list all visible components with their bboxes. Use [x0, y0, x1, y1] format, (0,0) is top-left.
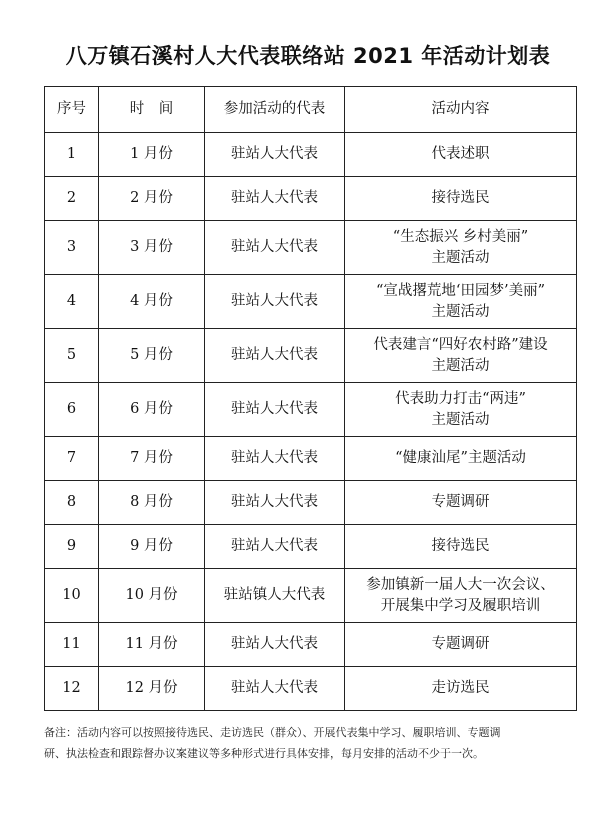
- activity-content-line: “健康汕尾”主题活动: [395, 450, 526, 466]
- cell-number: 1: [45, 133, 99, 177]
- cell-activity-content: [345, 133, 577, 177]
- cell-time: 4 月份: [99, 275, 205, 329]
- cell-time: 6 月份: [99, 383, 205, 437]
- activity-content-line: 开展集中学习及履职培训: [380, 597, 541, 614]
- cell-number: 10: [45, 569, 99, 623]
- table-row: [45, 481, 577, 525]
- activity-content-line: 专题调研: [431, 494, 490, 510]
- cell-number: 8: [45, 481, 99, 525]
- cell-representatives: 驻站人大代表: [205, 221, 345, 275]
- cell-activity-content: [345, 221, 577, 275]
- activity-content-line: 走访选民: [431, 680, 490, 696]
- table-body: [45, 133, 577, 711]
- cell-representatives: 驻站人大代表: [205, 437, 345, 481]
- activity-content-line: 主题活动: [431, 411, 490, 428]
- table-header-row: [45, 87, 577, 133]
- cell-representatives: 驻站人大代表: [205, 623, 345, 667]
- activity-content-line: 主题活动: [431, 249, 490, 266]
- activity-content-line: 主题活动: [431, 357, 490, 374]
- cell-activity-content: [345, 525, 577, 569]
- cell-time: 12 月份: [99, 667, 205, 711]
- cell-number: 3: [45, 221, 99, 275]
- cell-number: 4: [45, 275, 99, 329]
- activity-content-line: 专题调研: [431, 636, 490, 652]
- footnote-line-1: 备注：活动内容可以按照接待选民、走访选民（群众）、开展代表集中学习、履职培训、专题调: [44, 726, 501, 739]
- cell-time: 9 月份: [99, 525, 205, 569]
- table-row: [45, 437, 577, 481]
- cell-representatives: 驻站镇人大代表: [205, 569, 345, 623]
- cell-number: 2: [45, 177, 99, 221]
- cell-activity-content: [345, 275, 577, 329]
- activity-plan-table: [44, 86, 577, 711]
- cell-activity-content: [345, 177, 577, 221]
- cell-time: 1 月份: [99, 133, 205, 177]
- table-row: [45, 623, 577, 667]
- activity-content-line: 接待选民: [431, 190, 490, 206]
- activity-content-line: 代表建言“四好农村路”建设: [373, 336, 548, 353]
- cell-representatives: 驻站人大代表: [205, 177, 345, 221]
- activity-content-line: 代表助力打击“两违”: [395, 390, 526, 407]
- cell-number: 11: [45, 623, 99, 667]
- cell-representatives: 驻站人大代表: [205, 329, 345, 383]
- activity-content-line: 接待选民: [431, 538, 490, 554]
- cell-activity-content: [345, 481, 577, 525]
- footnote-line-2: 研、执法检查和跟踪督办议案建议等多种形式进行具体安排，每月安排的活动不少于一次。: [44, 747, 484, 760]
- cell-activity-content: [345, 437, 577, 481]
- cell-time: 2 月份: [99, 177, 205, 221]
- table-row: [45, 569, 577, 623]
- table-row: [45, 525, 577, 569]
- table-row: [45, 133, 577, 177]
- cell-representatives: 驻站人大代表: [205, 383, 345, 437]
- cell-time: 10 月份: [99, 569, 205, 623]
- cell-number: 7: [45, 437, 99, 481]
- cell-time: 3 月份: [99, 221, 205, 275]
- activity-content-line: 代表述职: [431, 146, 490, 162]
- cell-activity-content: [345, 569, 577, 623]
- cell-representatives: 驻站人大代表: [205, 275, 345, 329]
- header-representatives: 参加活动的代表: [205, 87, 345, 133]
- cell-time: 7 月份: [99, 437, 205, 481]
- header-time: 时 间: [99, 87, 205, 133]
- table-row: [45, 221, 577, 275]
- page-title: 八万镇石溪村人大代表联络站 2021 年活动计划表: [65, 44, 551, 68]
- cell-number: 5: [45, 329, 99, 383]
- cell-representatives: 驻站人大代表: [205, 667, 345, 711]
- footnote: [44, 722, 584, 764]
- cell-representatives: 驻站人大代表: [205, 525, 345, 569]
- cell-time: 8 月份: [99, 481, 205, 525]
- activity-content-line: “生态振兴 乡村美丽”: [392, 228, 529, 245]
- header-activity-content: 活动内容: [345, 87, 577, 133]
- cell-activity-content: [345, 623, 577, 667]
- cell-number: 12: [45, 667, 99, 711]
- table-row: [45, 383, 577, 437]
- cell-activity-content: [345, 383, 577, 437]
- table-row: [45, 177, 577, 221]
- header-number: 序号: [45, 87, 99, 133]
- activity-content-line: “宣战撂荒地‘田园梦’美丽”: [375, 282, 546, 299]
- cell-number: 9: [45, 525, 99, 569]
- table-row: [45, 329, 577, 383]
- cell-activity-content: [345, 667, 577, 711]
- cell-representatives: 驻站人大代表: [205, 133, 345, 177]
- table-row: [45, 667, 577, 711]
- cell-number: 6: [45, 383, 99, 437]
- cell-activity-content: [345, 329, 577, 383]
- activity-content-line: 主题活动: [431, 303, 490, 320]
- cell-time: 5 月份: [99, 329, 205, 383]
- activity-content-line: 参加镇新一届人大一次会议、: [366, 576, 555, 593]
- table-row: [45, 275, 577, 329]
- cell-time: 11 月份: [99, 623, 205, 667]
- cell-representatives: 驻站人大代表: [205, 481, 345, 525]
